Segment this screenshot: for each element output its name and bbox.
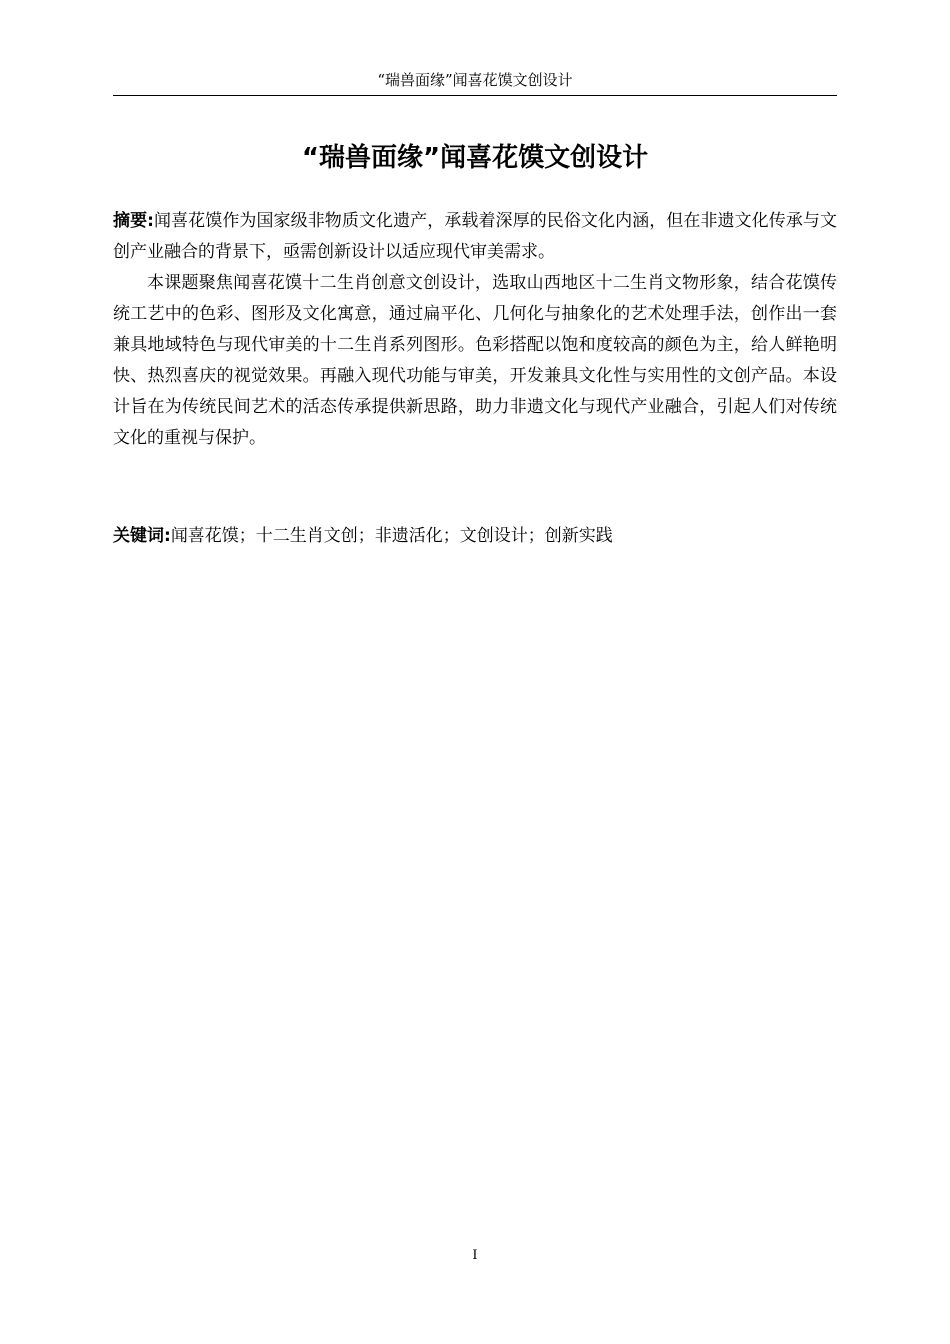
abstract-paragraph-1 xyxy=(113,206,837,268)
abstract-paragraph-2: 本课题聚焦闻喜花馍十二生肖创意文创设计，选取山西地区十二生肖文物形象，结合花馍传统工艺中的色彩、图形及文化寓意，通过扁平化、几何化与抽象化的艺术处理手法，创作出一套兼具地域特色与现代审美的十二生肖系列图形。色彩搭配以饱和度较高的颜色为主，给人鲜艳明快、热烈喜庆的视觉效果。再融入现代功能与审美，开发兼具文化性与实用性的文创产品。本设计旨在为传统民间艺术的活态传承提供新思路，助力非遗文化与现代产业融合，引起人们对传统文化的重视与保护。 xyxy=(113,273,837,448)
header-rule xyxy=(113,95,837,96)
keywords-label: 关键词: xyxy=(113,526,171,546)
page-number: I xyxy=(472,1248,478,1263)
abstract-section xyxy=(113,206,837,454)
running-header: “瑞兽面缘”闻喜花馍文创设计 xyxy=(377,71,573,89)
abstract-text-1: 闻喜花馍作为国家级非物质文化遗产，承载着深厚的民俗文化内涵，但在非遗文化传承与文创产业融合的背景下，亟需创新设计以适应现代审美需求。 xyxy=(113,211,837,262)
keywords-text: 闻喜花馍；十二生肖文创；非遗活化；文创设计；创新实践 xyxy=(170,526,613,546)
document-title: “瑞兽面缘”闻喜花馍文创设计 xyxy=(301,143,649,173)
abstract-label: 摘要: xyxy=(113,211,154,231)
keywords-line xyxy=(113,521,837,552)
